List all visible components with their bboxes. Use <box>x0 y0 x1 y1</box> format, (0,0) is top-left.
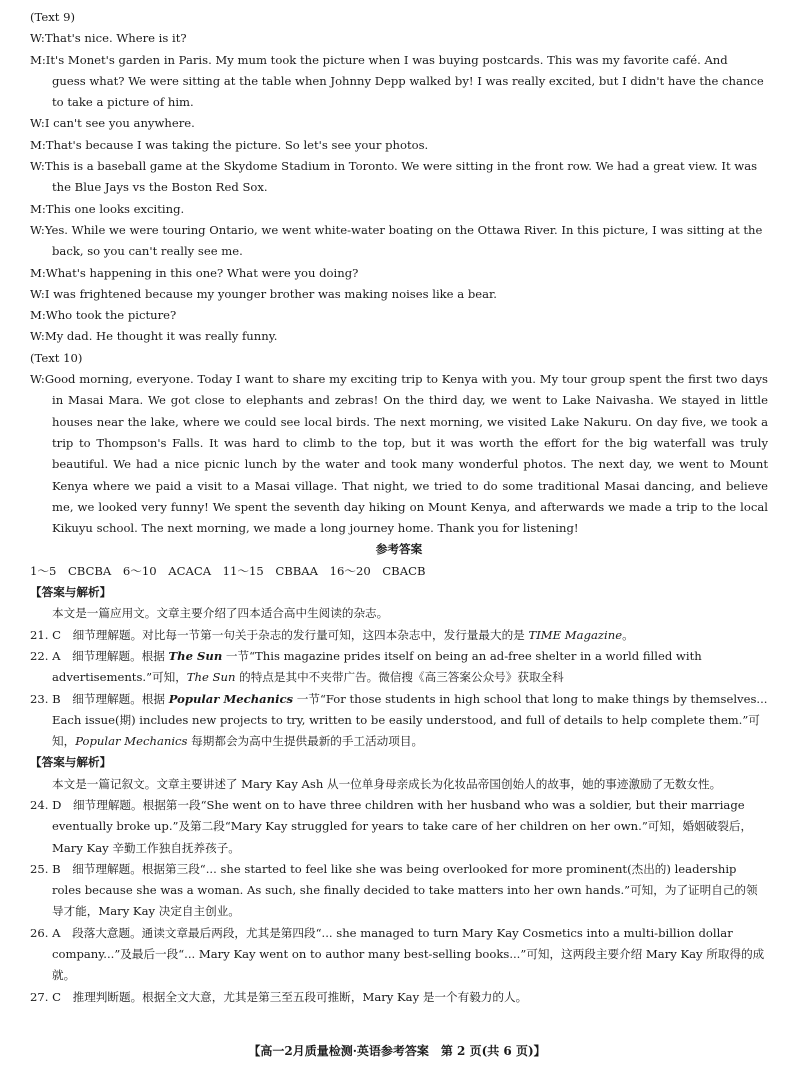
monologue: W:Good morning, everyone. Today I want to share my exciting trip to Kenya with you. My tour group spent the first two days in Masai Mara. We got close to elephants and zebras! On the third day, we went to Lake Naivasha. We stayed in little houses near the lake, where we could see local birds. The next morning, we visited Lake Nakuru. On day five, we took a trip to Thompson's Falls. It was hard to climb to the top, but it was worth the effort for the big waterfall was truly beautiful. We had a nice picnic lunch by the water and took many wonderful photos. The next day, we went to Mount Kenya where we paid a visit to a Masai village. That night, we tried to do some traditional Masai dancing, and believe me, we looked very funny! We spent the seventh day hiking on Mount Kenya, and afterwards we made a trip to the local Kikuyu school. The next morning, we made a long journey home. Thank you for listening! <box>30 372 768 536</box>
dialogue-line: W:My dad. He thought it was really funny. <box>30 329 278 344</box>
explanation-26: 26. A 段落大意题。通读文章最后两段，尤其是第四段“... she managed to turn Mary Kay Cosmetics into a multi-billion dollar company...”及最后一段“... Mary Kay went on to author many best-selling books...”可知，这两段主要介绍 Mary Kay 所取得的成就。 <box>30 925 765 983</box>
explanation-27: 27. C 推理判断题。根据全文大意，尤其是第三至五段可推断，Mary Kay 是一个有毅力的人。 <box>30 989 528 1004</box>
section-title: 【答案与解析】 <box>30 585 112 600</box>
text9-label: (Text 9) <box>30 10 75 24</box>
dialogue-line: M:Who took the picture? <box>30 308 177 323</box>
dialogue-line: W:Yes. While we were touring Ontario, we went white-water boating on the Ottawa River. In this picture, I was sitting at the back, so you can't really see me. <box>30 222 763 259</box>
explanation-22: 22. A 细节理解题。根据 The Sun 一节“This magazine prides itself on being an ad-free shelter in a world filled with advertisements.”可知，The Sun 的特点是其中不夹带广告。微信搜《高三答案公众号》获取全科 <box>30 648 702 685</box>
dialogue-line: W:This is a baseball game at the Skydome Stadium in Toronto. We were sitting in the front row. We had a great view. It was the Blue Jays vs the Boston Red Sox. <box>30 159 758 195</box>
answers-heading: 参考答案 <box>375 542 423 557</box>
explanation-25: 25. B 细节理解题。根据第三段“... she started to feel like she was being overlooked for more prominent(杰出的) leadership roles because she was a woman. As such, she finally decided to take matters into her own hands.”可知，为了证明自己的领导才能，Mary Kay 决定自主创业。 <box>30 861 758 919</box>
dialogue-line: M:What's happening in this one? What were you doing? <box>30 265 359 280</box>
text10-label: (Text 10) <box>30 350 83 365</box>
section-intro: 本文是一篇记叙文。文章主要讲述了 Mary Kay Ash 从一位单身母亲成长为化妆品帝国创始人的故事，她的事迹激励了无数女性。 <box>52 776 722 791</box>
section-intro: 本文是一篇应用文。文章主要介绍了四本适合高中生阅读的杂志。 <box>52 606 389 621</box>
explanation-21: 21. C 细节理解题。对比每一节第一句关于杂志的发行量可知，这四本杂志中，发行量最大的是 TIME Magazine。 <box>30 627 634 642</box>
dialogue-line: W:I can't see you anywhere. <box>30 116 195 131</box>
answer-line: 1～5 CBCBA 6～10 ACACA 11～15 CBBAA 16～20 CBACB <box>30 563 426 578</box>
page-footer: 【高一2月质量检测·英语参考答案 第 2 页(共 6 页)】 <box>248 1044 546 1058</box>
dialogue-line: W:That's nice. Where is it? <box>30 31 187 46</box>
dialogue-line: M:That's because I was taking the picture. So let's see your photos. <box>30 137 429 152</box>
dialogue-line: M:It's Monet's garden in Paris. My mum took the picture when I was buying postcards. This was my favorite café. And guess what? We were sitting at the table when Johnny Depp walked by! I was really excited, but I didn't have the chance to take a picture of him. <box>30 52 764 110</box>
section-title: 【答案与解析】 <box>30 755 112 770</box>
explanation-23: 23. B 细节理解题。根据 Popular Mechanics 一节“For those students in high school that long to make things by themselves... Each issue(期) includes new projects to try, written to be easily understood, and full of details to help complete them.”可知，Popular Mechanics 每期都会为高中生提供最新的手工活动项目。 <box>30 691 768 749</box>
explanation-24: 24. D 细节理解题。根据第一段“She went on to have three children with her husband who was a soldier, but their marriage eventually broke up.”及第二段“Mary Kay struggled for years to take care of her children on her own.”可知，婚姻破裂后，Mary Kay 辛勤工作独自抚养孩子。 <box>30 797 753 855</box>
dialogue-line: W:I was frightened because my younger brother was making noises like a bear. <box>30 286 497 301</box>
dialogue-line: M:This one looks exciting. <box>30 201 185 216</box>
